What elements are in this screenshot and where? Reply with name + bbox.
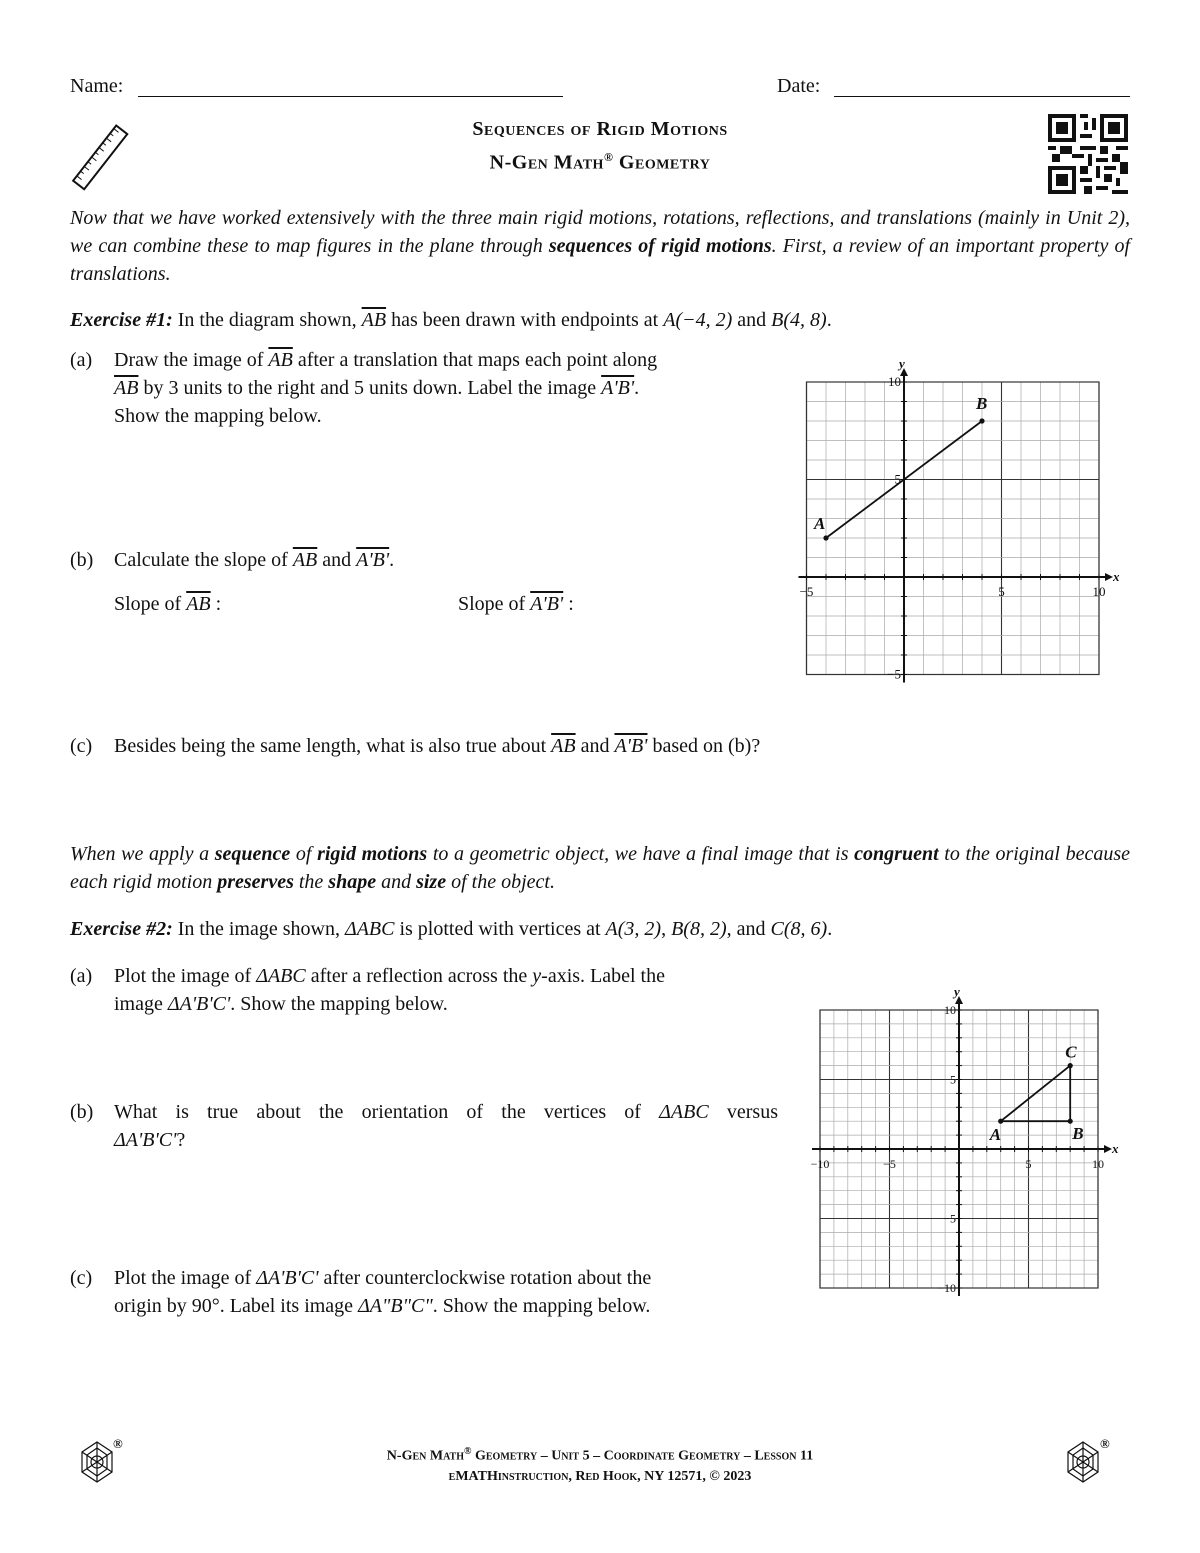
name-line[interactable]	[138, 96, 563, 97]
y-tick-label: −5	[943, 1211, 956, 1226]
ex2-b-line2	[114, 1126, 778, 1154]
ex2-a-marker: (a)	[70, 965, 93, 987]
ex2-b-line1	[114, 1098, 778, 1126]
data-point-B	[1068, 1119, 1073, 1124]
footer-text	[250, 1442, 950, 1487]
ex1-c-seg1: $\overline{AB}$	[551, 735, 576, 757]
ex2-c-t1: Plot the image of	[114, 1267, 257, 1289]
intro-text-2: . First, a review of an important property of translations.	[70, 235, 1131, 285]
point-label-A: A	[989, 1125, 1002, 1145]
ex2-c-text	[114, 1264, 784, 1320]
ex2-b-tri2: ΔA'B'C'	[114, 1129, 177, 1151]
intro-text-1: Now that we have worked extensively with the three main rigid motions, rotations, reflections, and translations (mainly in Unit 2), we can combine these to map figures in the plane through	[70, 207, 1130, 257]
intro-bold: sequences of rigid motions	[548, 235, 772, 257]
ex1-b-marker: (b)	[70, 549, 94, 571]
x-axis-arrow	[1104, 1145, 1112, 1153]
ex1-a-line1	[114, 346, 784, 374]
point-label-C: C	[1065, 1042, 1077, 1062]
ex2-c-t2: after counterclockwise rotation about the	[318, 1267, 652, 1289]
tr-b2: rigid motions	[317, 843, 428, 865]
point-label-B: B	[976, 394, 988, 413]
ex1-a-t4: .	[634, 377, 640, 399]
tr-t7: of the object.	[446, 871, 555, 893]
ex2-c-t3: origin by 90°. Label its image	[114, 1295, 359, 1317]
y-tick-label: 5	[950, 1072, 956, 1087]
ex1-a-seg: $\overline{AB}$	[268, 349, 293, 371]
y-tick-label: 10	[888, 374, 901, 389]
ex1-c-t1: Besides being the same length, what is also true about	[114, 735, 552, 757]
slope1-seg: $\overline{AB}$	[186, 593, 211, 615]
ex2-b-tri: ΔABC	[659, 1101, 709, 1123]
y-tick-label: −5	[887, 666, 901, 682]
ruler-icon	[68, 120, 134, 196]
brand-name: N-Gen Math	[489, 151, 604, 174]
page-subtitle	[300, 150, 900, 175]
registered-mark: ®	[603, 150, 614, 164]
graph-exercise1[interactable]	[788, 340, 1128, 690]
tr-b1: sequence	[214, 843, 291, 865]
qr-code-icon[interactable]	[1048, 114, 1128, 194]
x-tick-label: 10	[1092, 584, 1106, 599]
ex1-a-seg3: A'B'	[601, 377, 635, 399]
ex2-a-text	[114, 962, 784, 1018]
x-tick-label: −5	[883, 1157, 896, 1171]
ex2-b-t2: versus	[708, 1101, 778, 1123]
ex1-b-seg2: A'B'	[356, 549, 390, 571]
graph-exercise2[interactable]	[805, 985, 1125, 1305]
x-tick-label: −5	[799, 584, 814, 599]
ex1-a-t2: after a translation that maps each point along	[292, 349, 658, 371]
date-line[interactable]	[834, 96, 1130, 97]
data-point-C	[1068, 1063, 1073, 1068]
tr-b6: size	[416, 871, 447, 893]
ex1-ptA: A(−4, 2)	[663, 309, 733, 331]
ex2-c-tri2: ΔA"B"C"	[358, 1295, 433, 1317]
ex2-a-t5: . Show the mapping below.	[230, 993, 448, 1015]
ex2-a-t2: after a reflection across the	[305, 965, 533, 987]
ex1-c-and: and	[575, 735, 615, 757]
exercise1-prompt	[70, 306, 1130, 334]
ex1-a-marker: (a)	[70, 349, 93, 371]
ex1-b-end: .	[389, 549, 395, 571]
ex2-a-t3: -axis. Label the	[541, 965, 665, 987]
data-point-A	[998, 1119, 1003, 1124]
tr-t6: and	[376, 871, 417, 893]
slope-apbp-label	[458, 590, 574, 618]
ex1-b-seg1: $\overline{AB}$	[292, 549, 318, 571]
x-tick-label: 10	[1092, 1157, 1104, 1171]
exercise2-label: Exercise #2:	[70, 918, 173, 940]
tr-t1: When we apply a	[70, 843, 215, 865]
ex2-c-line1	[114, 1264, 784, 1292]
ex2-b-text	[114, 1098, 778, 1154]
x-tick-label: 5	[998, 584, 1005, 599]
ex1-a-line3: Show the mapping below.	[114, 405, 322, 427]
y-tick-label: 5	[894, 471, 901, 487]
ex1-seg: $\overline{AB}$	[361, 309, 387, 331]
intro-paragraph	[70, 204, 1130, 288]
point-label-A: A	[814, 514, 826, 533]
ex2-c-marker: (c)	[70, 1267, 93, 1289]
ex2-b-marker: (b)	[70, 1101, 94, 1123]
ex1-a-t3: by 3 units to the right and 5 units down. Label the image	[138, 377, 602, 399]
ex2-a-tri: ΔABC	[256, 965, 306, 987]
ex2-a-line1	[114, 962, 784, 990]
data-point-A	[823, 535, 828, 540]
ex1-end: .	[826, 309, 832, 331]
ex2-c-t4: . Show the mapping below.	[432, 1295, 651, 1317]
point-label-B: B	[1072, 1124, 1084, 1144]
ex2-ptA: A(3, 2)	[605, 918, 662, 940]
y-tick-label: −10	[937, 1281, 956, 1295]
ex1-a-text	[114, 346, 784, 430]
transition-paragraph	[70, 840, 1130, 896]
data-point-B	[979, 418, 984, 423]
ex2-ptB: B(8, 2)	[671, 918, 727, 940]
tr-b4: preserves	[217, 871, 294, 893]
ex1-a-t1: Draw the image of	[114, 349, 269, 371]
logo-reg-left: ®	[113, 1436, 123, 1451]
x-tick-label: 5	[1025, 1157, 1032, 1171]
ex1-text-b: has been drawn with endpoints at	[386, 309, 664, 331]
exercise1-label: Exercise #1:	[70, 309, 173, 331]
x-axis-label: x	[1112, 1141, 1119, 1156]
ex2-c-line2	[114, 1292, 784, 1320]
y-tick-label: 10	[944, 1003, 956, 1017]
ex2-sep1: ,	[661, 918, 672, 940]
y-axis-label: y	[954, 985, 960, 999]
name-label: Name:	[70, 75, 124, 97]
tr-t3: to a geometric object, we have a final image that is	[427, 843, 855, 865]
grid-border	[807, 382, 1100, 675]
ex2-sep2: , and	[726, 918, 771, 940]
ex2-end: .	[827, 918, 833, 940]
footer-rest: Geometry – Unit 5 – Coordinate Geometry – Lesson 11	[471, 1448, 814, 1464]
ex1-b-and: and	[317, 549, 357, 571]
date-label: Date:	[777, 75, 821, 97]
page-title: Sequences of Rigid Motions	[472, 118, 728, 140]
tr-b3: congruent	[854, 843, 939, 865]
slope-ab-label	[114, 590, 221, 618]
ex1-c-marker: (c)	[70, 735, 93, 757]
ex2-text-a: In the image shown,	[172, 918, 345, 940]
ex1-a-seg2: $\overline{AB}$	[114, 377, 139, 399]
ex2-b-t1: What is true about the orientation of the vertices of	[114, 1101, 660, 1123]
footer-line2: eMATHinstruction, Red Hook, NY 12571, © 2023	[448, 1468, 752, 1484]
tr-t4: to the original because each rigid motion	[70, 843, 1131, 893]
slope2-text: Slope of	[458, 593, 531, 615]
ex1-and: and	[732, 309, 772, 331]
ex1-ptB: B(4, 8)	[771, 309, 827, 331]
ex2-a-tri2: ΔA'B'C'	[167, 993, 231, 1015]
ex1-text-a: In the diagram shown,	[172, 309, 362, 331]
slope2-colon: :	[563, 593, 574, 615]
tr-b5: shape	[328, 871, 377, 893]
slope2-seg: A'B'	[530, 593, 564, 615]
ex1-b-text	[114, 546, 394, 574]
subject-name: Geometry	[618, 151, 711, 174]
x-axis-arrow	[1105, 573, 1113, 581]
slope1-colon: :	[210, 593, 222, 615]
ex2-b-t3: ?	[176, 1129, 186, 1151]
footer-brand: N-Gen Math	[386, 1448, 464, 1464]
ex2-a-y: y	[532, 965, 542, 987]
ex2-c-tri: ΔA'B'C'	[256, 1267, 319, 1289]
x-tick-label: −10	[810, 1157, 830, 1171]
ex1-c-t2: based on (b)?	[647, 735, 761, 757]
ex1-c-seg2: A'B'	[614, 735, 648, 757]
y-axis-label: y	[899, 356, 905, 371]
footer-line1	[250, 1442, 950, 1467]
tr-t2: of	[290, 843, 318, 865]
footer-reg: ®	[464, 1446, 472, 1457]
ex1-a-line2	[114, 374, 784, 402]
ex2-a-line2	[114, 990, 784, 1018]
ex2-a-t1: Plot the image of	[114, 965, 257, 987]
x-axis-label: x	[1113, 569, 1120, 584]
tr-t5: the	[293, 871, 329, 893]
ex2-a-t4: image	[114, 993, 168, 1015]
logo-reg-right: ®	[1100, 1436, 1110, 1451]
ex1-b-t1: Calculate the slope of	[114, 549, 293, 571]
ex2-tri: ΔABC	[344, 918, 395, 940]
ex1-c-text	[114, 732, 760, 760]
exercise2-prompt	[70, 915, 1130, 943]
ex2-ptC: C(8, 6)	[770, 918, 828, 940]
ex2-text-b: is plotted with vertices at	[394, 918, 606, 940]
slope1-text: Slope of	[114, 593, 187, 615]
